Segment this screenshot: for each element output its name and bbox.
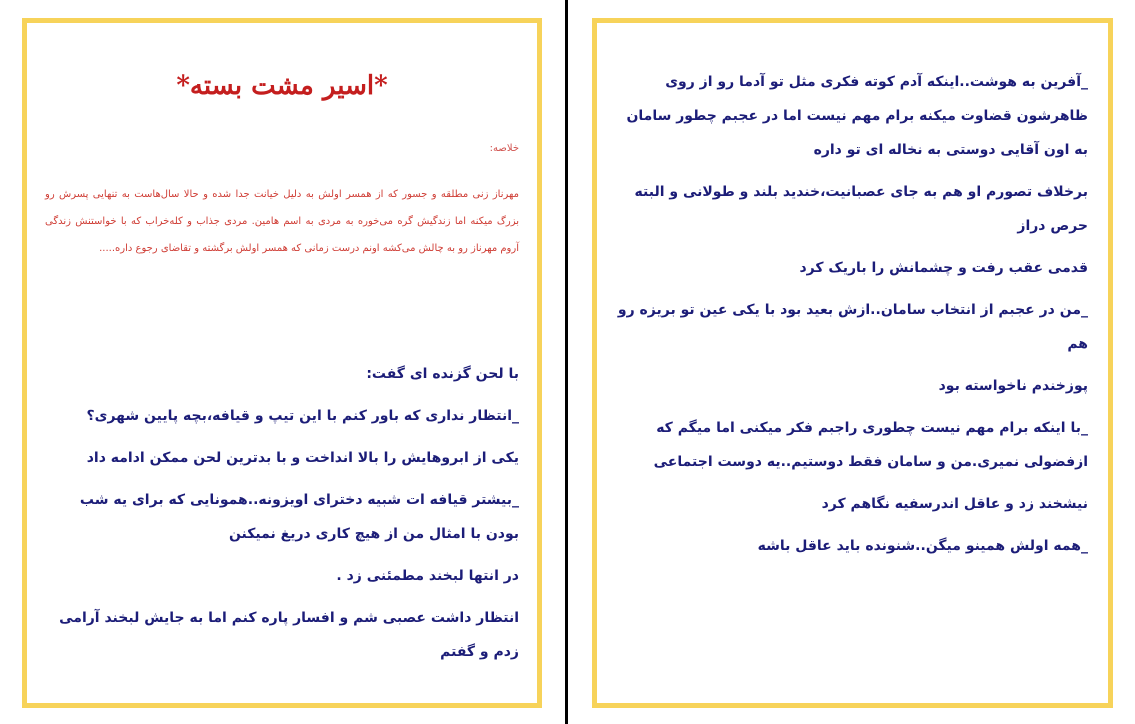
right-body [617,65,1088,571]
summary-text: مهرناز زنی مطلقه و جسور که از همسر اولش به دلیل خیانت جدا شده و حالا سال‌هاست به تنهایی پسرش رو بزرگ میکنه اما زندگیش گره می‌خوره به مردی به اسم هامین. مردی جذاب و کله‌خراب که با خواستنش زندگی آروم مهرناز رو به چالش می‌کشه اونم درست زمانی که همسر اولش برگشته و تقاضای رجوع داره..... [45,189,519,254]
paragraph: با لحن گزنده ای گفت: [366,366,519,382]
book-title: *اسیر مشت بسته* [176,71,388,101]
paragraph: _با اینکه برام مهم نیست چطوری راجبم فکر میکنی اما میگم که ازفضولی نمیری.من و سامان فقط دوستیم..یه دوست اجتماعی [653,420,1088,470]
paragraph: پوزخندم ناخواسته بود [938,378,1088,394]
paragraph: _بیشتر قیافه ات شبیه دخترای اویزونه..همونایی که برای یه شب بودن با امثال من از هیچ کاری دریغ نمیکنن [79,492,519,542]
paragraph: _آفرین به هوشت..اینکه آدم کوته فکری مثل تو آدما رو از روی ظاهرشون قضاوت میکنه برام مهم نیست اما در عجبم چطور سامان به اون آقایی دوستی به نخاله ای تو داره [626,74,1088,158]
paragraph: _انتظار نداری که باور کنم با این تیپ و قیافه،بچه پایین شهری؟ [86,408,519,424]
paragraph: یکی از ابروهایش را بالا انداخت و با بدترین لحن ممکن ادامه داد [86,450,519,466]
paragraph: در انتها لبخند مطمئنی زد . [336,568,519,584]
page-divider [565,0,568,724]
paragraph: برخلاف تصورم او هم به جای عصبانیت،خندید بلند و طولانی و البته حرص دراز [634,184,1088,234]
paragraph: _همه اولش همینو میگن..شنونده باید عاقل باشه [757,538,1088,554]
right-page [592,18,1113,708]
summary-label: خلاصه: [489,143,519,154]
paragraph: انتظار داشت عصبی شم و افسار پاره کنم اما به جایش لبخند آرامی زدم و گفتم [59,610,519,660]
paragraph: _من در عجبم از انتخاب سامان..ازش بعید بود با یکی عین تو بریزه رو هم [617,302,1088,352]
left-page [22,18,542,708]
paragraph: نیشخند زد و عاقل اندرسفیه نگاهم کرد [821,496,1088,512]
left-body [45,357,519,677]
paragraph: قدمی عقب رفت و چشمانش را باریک کرد [799,260,1088,276]
